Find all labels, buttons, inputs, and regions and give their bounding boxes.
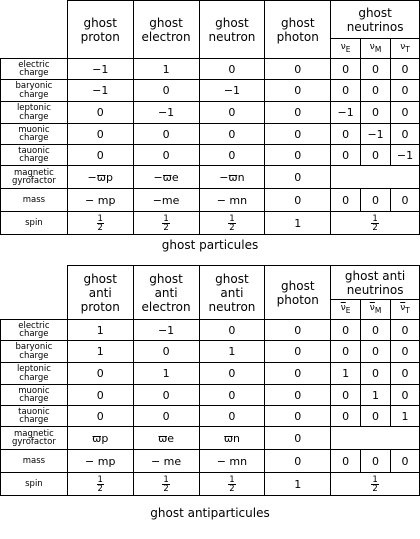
table-cell: −1	[331, 102, 361, 124]
table-cell: 0	[199, 59, 265, 80]
row-label: baryonic charge	[1, 341, 68, 363]
table-cell: 0	[331, 450, 361, 473]
table-cell: 0	[391, 59, 420, 80]
table-cell: 0	[67, 406, 133, 427]
table-cell: 0	[265, 341, 331, 363]
table-cell: 0	[67, 363, 133, 385]
table-cell: −ϖe	[133, 166, 199, 189]
col-header-neutrinos: ghost neutrinos	[331, 1, 420, 39]
spin-cell: 1	[265, 212, 331, 235]
anti-nu-e-header: $\overline{\nu}_E$	[331, 300, 361, 320]
table-cell: 0	[361, 320, 391, 341]
table-cell: − me	[133, 450, 199, 473]
spin-cell: $\frac{1}{2}$	[67, 212, 133, 235]
table-cell: 0	[361, 80, 391, 102]
table-cell: − mp	[67, 189, 133, 212]
table-cell: 0	[361, 363, 391, 385]
row-label: mass	[1, 450, 68, 473]
table-cell: 0	[331, 320, 361, 341]
row-label: electric charge	[1, 320, 68, 341]
row-label: leptonic charge	[1, 102, 68, 124]
table-cell: 0	[199, 385, 265, 406]
table-cell: 0	[133, 406, 199, 427]
col-header-antineutrinos: ghost anti neutrinos	[331, 266, 420, 300]
table-cell: 0	[199, 406, 265, 427]
table-cell: 0	[331, 385, 361, 406]
corner-cell	[1, 266, 68, 320]
row-label: magnetic gyrofactor	[1, 427, 68, 450]
table-cell: 0	[265, 406, 331, 427]
table-cell: 1	[133, 59, 199, 80]
table-cell: 1	[199, 341, 265, 363]
table-cell: 0	[391, 124, 420, 145]
table-cell: 0	[199, 145, 265, 166]
table-cell: 1	[67, 320, 133, 341]
caption-ghost-antiparticules: ghost antiparticules	[150, 506, 270, 520]
row-label: muonic charge	[1, 385, 68, 406]
table-row	[1, 320, 420, 341]
table-cell: 0	[361, 450, 391, 473]
table-cell: ϖe	[133, 427, 199, 450]
col-header-antiproton: ghost anti proton	[67, 266, 133, 320]
anti-nu-m-header: $\overline{\nu}_M$	[361, 300, 391, 320]
table-cell: 0	[133, 385, 199, 406]
table-cell: 0	[391, 189, 420, 212]
table-cell: −1	[199, 80, 265, 102]
spin-cell: $\frac{1}{2}$	[331, 473, 420, 496]
table-cell: −1	[67, 59, 133, 80]
table-cell: 0	[391, 102, 420, 124]
table-cell: −1	[67, 80, 133, 102]
table-cell: 0	[265, 102, 331, 124]
ghost-particles-table	[0, 0, 420, 235]
table-row	[1, 427, 420, 450]
table-cell: 0	[67, 145, 133, 166]
table-cell: 0	[391, 80, 420, 102]
table-cell: 0	[361, 341, 391, 363]
table-cell: 0	[265, 124, 331, 145]
table-cell: − mn	[199, 189, 265, 212]
row-label: baryonic charge	[1, 80, 68, 102]
nu-t-header: $\nu_T$	[391, 39, 420, 59]
row-label: tauonic charge	[1, 145, 68, 166]
spin-row	[1, 212, 420, 235]
table-cell: 0	[391, 320, 420, 341]
table-cell: 0	[361, 145, 391, 166]
table-cell: 0	[265, 80, 331, 102]
table-cell: ϖp	[67, 427, 133, 450]
table-cell: 0	[265, 320, 331, 341]
row-label: muonic charge	[1, 124, 68, 145]
table-cell: 0	[67, 124, 133, 145]
row-label: tauonic charge	[1, 406, 68, 427]
table-cell: 0	[391, 450, 420, 473]
table-cell: −1	[391, 145, 420, 166]
row-label: mass	[1, 189, 68, 212]
row-label: leptonic charge	[1, 363, 68, 385]
table-cell: 0	[361, 189, 391, 212]
table-cell: 0	[331, 124, 361, 145]
table-cell: 0	[265, 145, 331, 166]
col-header-photon: ghost photon	[265, 1, 331, 59]
col-header-electron: ghost electron	[133, 1, 199, 59]
table-cell: −ϖn	[199, 166, 265, 189]
table-cell: 0	[331, 145, 361, 166]
spin-cell: $\frac{1}{2}$	[331, 212, 420, 235]
table-row	[1, 145, 420, 166]
table-cell: ϖn	[199, 427, 265, 450]
table-cell: 1	[361, 385, 391, 406]
table-cell: 0	[331, 189, 361, 212]
table-cell: 0	[331, 80, 361, 102]
table-cell: 0	[67, 385, 133, 406]
table-cell: 0	[361, 59, 391, 80]
table-cell: 0	[265, 363, 331, 385]
table-row	[1, 59, 420, 80]
spin-cell: $\frac{1}{2}$	[199, 212, 265, 235]
table-cell: −me	[133, 189, 199, 212]
spin-cell: $\frac{1}{2}$	[199, 473, 265, 496]
table-cell: 0	[265, 427, 331, 450]
col-header-antineutron: ghost anti neutron	[199, 266, 265, 320]
nu-m-header: $\nu_M$	[361, 39, 391, 59]
table-cell: 1	[67, 341, 133, 363]
table-cell: 0	[331, 406, 361, 427]
row-label: electric charge	[1, 59, 68, 80]
table-cell: 0	[199, 124, 265, 145]
table-row	[1, 80, 420, 102]
table-cell: 0	[361, 406, 391, 427]
table-row	[1, 341, 420, 363]
table-cell: 0	[67, 102, 133, 124]
table-row	[1, 406, 420, 427]
nu-e-header: $\nu_E$	[331, 39, 361, 59]
table-cell: 0	[391, 341, 420, 363]
row-label-spin: spin	[1, 212, 68, 235]
table-cell: 0	[391, 363, 420, 385]
col-header-neutron: ghost neutron	[199, 1, 265, 59]
empty-cell	[331, 427, 420, 450]
table-row	[1, 124, 420, 145]
spin-row	[1, 473, 420, 496]
table-cell: −1	[133, 320, 199, 341]
anti-nu-t-header: $\overline{\nu}_T$	[391, 300, 420, 320]
table-row	[1, 450, 420, 473]
table-row	[1, 166, 420, 189]
table-cell: 0	[331, 341, 361, 363]
caption-ghost-particules: ghost particules	[161, 238, 259, 252]
spin-cell: $\frac{1}{2}$	[133, 212, 199, 235]
table-cell: 0	[133, 341, 199, 363]
table-cell: −ϖp	[67, 166, 133, 189]
table-cell: 0	[133, 145, 199, 166]
table-cell: 0	[199, 320, 265, 341]
table-row	[1, 363, 420, 385]
col-header-photon: ghost photon	[265, 266, 331, 320]
table-row	[1, 385, 420, 406]
table-cell: 0	[199, 102, 265, 124]
table-cell: 0	[361, 102, 391, 124]
table-cell: 0	[391, 385, 420, 406]
table-cell: 0	[265, 59, 331, 80]
table-cell: 0	[265, 385, 331, 406]
table-row	[1, 189, 420, 212]
row-label-spin: spin	[1, 473, 68, 496]
spin-cell: 1	[265, 473, 331, 496]
table-cell: 0	[265, 450, 331, 473]
table-cell: − mp	[67, 450, 133, 473]
row-label: magnetic gyrofactor	[1, 166, 68, 189]
table-cell: 1	[133, 363, 199, 385]
col-header-antielectron: ghost anti electron	[133, 266, 199, 320]
table-cell: 0	[265, 166, 331, 189]
spin-cell: $\frac{1}{2}$	[133, 473, 199, 496]
table-row	[1, 102, 420, 124]
table-cell: 1	[331, 363, 361, 385]
ghost-antiparticles-table	[0, 265, 420, 496]
table-cell: 0	[265, 189, 331, 212]
table-cell: −1	[361, 124, 391, 145]
table-cell: − mn	[199, 450, 265, 473]
table-cell: 0	[133, 80, 199, 102]
table-cell: −1	[133, 102, 199, 124]
col-header-proton: ghost proton	[67, 1, 133, 59]
table-cell: 0	[331, 59, 361, 80]
corner-cell	[1, 1, 68, 59]
table-cell: 1	[391, 406, 420, 427]
table-cell: 0	[133, 124, 199, 145]
spin-cell: $\frac{1}{2}$	[67, 473, 133, 496]
table-cell: 0	[199, 363, 265, 385]
empty-cell	[331, 166, 420, 189]
